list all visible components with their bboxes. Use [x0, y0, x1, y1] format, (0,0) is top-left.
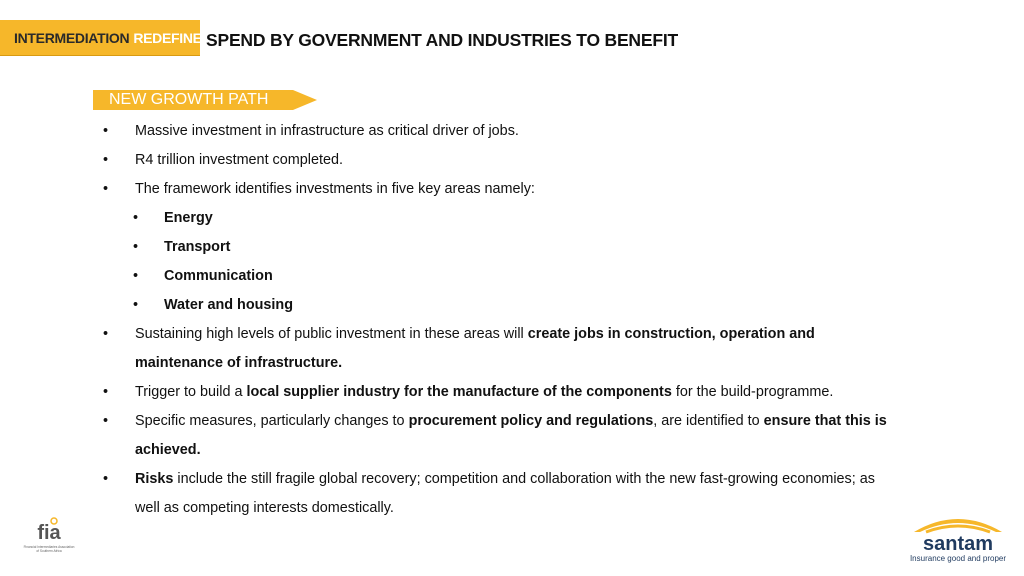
banner-text-2: REDEFINED — [133, 29, 212, 46]
list-item: • R4 trillion investment completed. — [103, 146, 903, 175]
list-item: • Risks include the still fragile global recovery; competition and collaboration with the new fast-growing economies; as well as competing interests domestically. — [103, 465, 903, 523]
svg-text:santam: santam — [922, 533, 994, 555]
fia-logo — [20, 516, 78, 558]
banner-text-1: INTERMEDIATION — [14, 29, 130, 46]
sub-list-item: • Water and housing — [103, 291, 903, 320]
santam-logo — [904, 512, 1012, 564]
section-banner — [0, 20, 212, 56]
svg-text:Financial Intermediaries Assoc: Financial Intermediaries Association — [23, 545, 75, 549]
sub-list-item: • Communication — [103, 262, 903, 291]
page-title: SPEND BY GOVERNMENT AND INDUSTRIES TO BENEFIT — [206, 30, 678, 50]
svg-text:Insurance good and proper: Insurance good and proper — [909, 554, 1007, 563]
svg-text:of Southern Africa: of Southern Africa — [36, 549, 62, 553]
list-item: • The framework identifies investments in five key areas namely: — [103, 175, 903, 204]
list-item: • Specific measures, particularly changes to procurement policy and regulations, are identified to ensure that this is achieved. — [103, 407, 903, 465]
list-item: • Trigger to build a local supplier industry for the manufacture of the components for the build-programme. — [103, 378, 903, 407]
list-item: • Massive investment in infrastructure as critical driver of jobs. — [103, 117, 903, 146]
sub-list-item: • Transport — [103, 233, 903, 262]
bullet-list — [103, 117, 903, 523]
svg-text:fia: fia — [37, 522, 61, 544]
tag-label: NEW GROWTH PATH — [109, 91, 269, 108]
section-tag — [93, 90, 317, 110]
list-item: • Sustaining high levels of public investment in these areas will create jobs in construction, operation and maintenance of infrastructure. — [103, 320, 903, 378]
sub-list-item: • Energy — [103, 204, 903, 233]
